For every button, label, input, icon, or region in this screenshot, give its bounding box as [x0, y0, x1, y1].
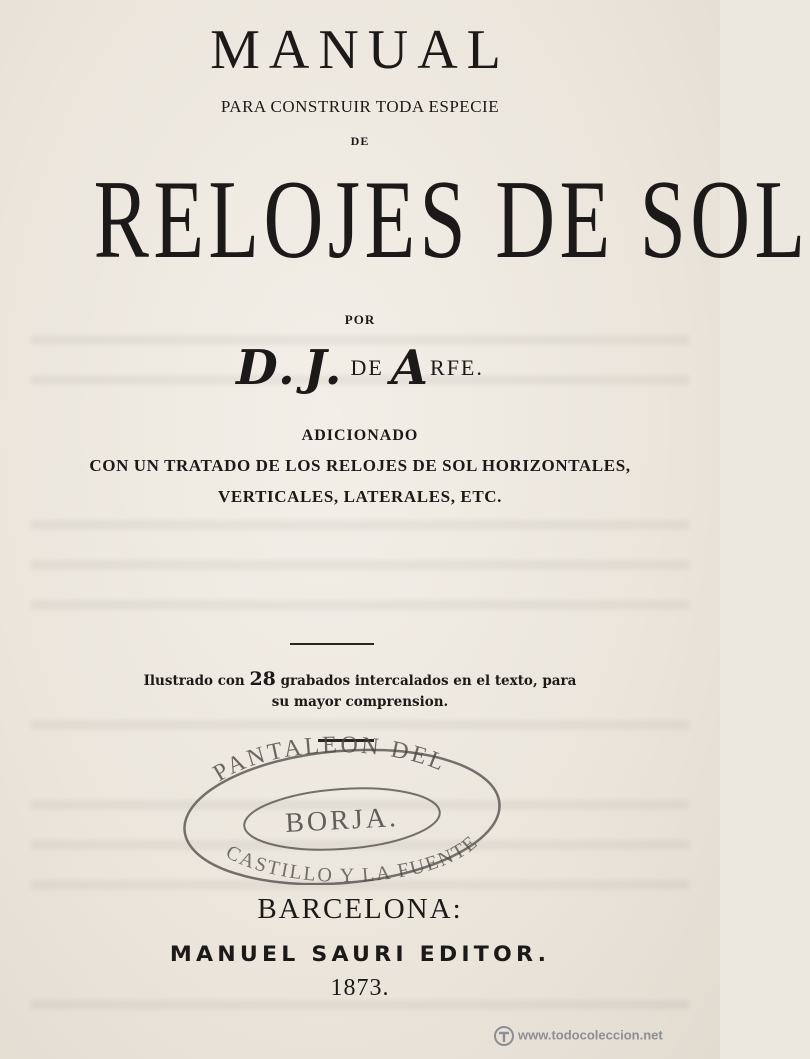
- illustrated-text-before: Ilustrado con: [143, 673, 250, 689]
- treatise-line-2: VERTICALES, LATERALES, ETC.: [217, 487, 503, 506]
- author-name: [0, 340, 720, 396]
- subtitle: PARA CONSTRUIR TODA ESPECIE: [220, 97, 500, 116]
- author-initial-j: J.: [303, 340, 344, 396]
- city: BARCELONA:: [257, 893, 463, 925]
- divider-rule: [290, 643, 374, 645]
- bleed-through-line: [30, 600, 690, 610]
- heading-manual: MANUAL: [210, 19, 510, 81]
- illustrated-number: 28: [249, 668, 276, 690]
- illustrated-note-line-2: su mayor comprension.: [271, 694, 449, 710]
- watermark: [494, 1026, 663, 1048]
- treatise-line-1: CON UN TRATADO DE LOS RELOJES DE SOL HORIZONTALES,: [89, 456, 631, 475]
- adicionado-label: ADICIONADO: [301, 427, 419, 444]
- ownership-stamp: [170, 735, 510, 885]
- watermark-text: www.todocoleccion.net: [518, 1027, 663, 1043]
- bleed-through-line: [30, 720, 690, 730]
- stamp-text-center: BORJA.: [284, 802, 400, 839]
- todocoleccion-logo-icon: [494, 1026, 514, 1046]
- author-surname-initial: A: [390, 340, 431, 396]
- main-title: RELOJES DE SOL: [93, 158, 810, 282]
- illustrated-note: [0, 668, 720, 690]
- author-surname-rest: RFE.: [430, 355, 484, 380]
- bleed-through-line: [30, 520, 690, 530]
- connector-por: POR: [344, 312, 376, 327]
- stamp-text-top: PANTALEON DEL: [208, 735, 451, 787]
- bleed-through-line: [30, 560, 690, 570]
- illustrated-text-after: grabados intercalados en el texto, para: [275, 673, 577, 689]
- author-initial-d: D.: [236, 340, 297, 396]
- publisher: MANUEL SAURI EDITOR.: [169, 942, 551, 966]
- connector-de: DE: [350, 134, 370, 148]
- year: 1873.: [330, 975, 390, 1001]
- author-particle: DE: [350, 355, 384, 380]
- stamp-text-bottom: CASTILLO Y LA FUENTE: [222, 830, 483, 885]
